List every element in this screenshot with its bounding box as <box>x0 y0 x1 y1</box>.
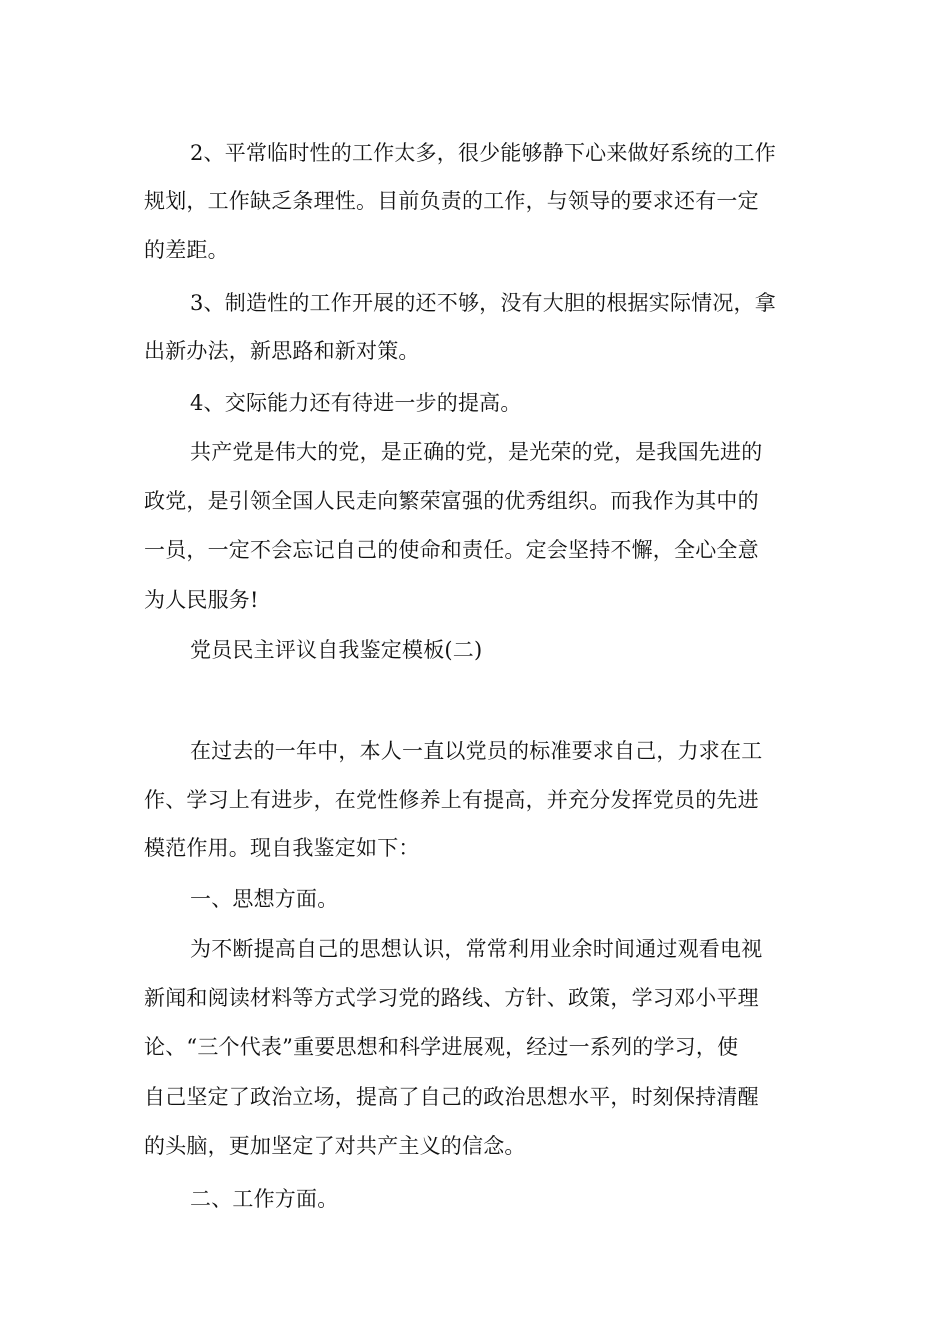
paragraph-line: 在过去的一年中，本人一直以党员的标准要求自己，力求在工 <box>190 739 763 763</box>
paragraph-line: 一员，一定不会忘记自己的使命和责任。定会坚持不懈，全心全意 <box>144 538 759 562</box>
paragraph-line: 模范作用。现自我鉴定如下： <box>144 836 420 860</box>
paragraph-line: 为人民服务! <box>144 588 259 612</box>
paragraph-line: 出新办法，新思路和新对策。 <box>144 339 420 363</box>
paragraph-line: 规划，工作缺乏条理性。目前负责的工作，与领导的要求还有一定 <box>144 189 759 213</box>
paragraph-line: 政党，是引领全国人民走向繁荣富强的优秀组织。而我作为其中的 <box>144 489 759 513</box>
paragraph-line: 4、交际能力还有待进一步的提高。 <box>190 391 522 415</box>
section-title: 党员民主评议自我鉴定模板(二) <box>190 638 483 662</box>
paragraph-line: 2、平常临时性的工作太多，很少能够静下心来做好系统的工作 <box>190 141 776 165</box>
paragraph-line: 新闻和阅读材料等方式学习党的路线、方针、政策，学习邓小平理 <box>144 986 759 1010</box>
paragraph-line: 共产党是伟大的党，是正确的党，是光荣的党，是我国先进的 <box>190 440 763 464</box>
paragraph-line: 为不断提高自己的思想认识，常常利用业余时间通过观看电视 <box>190 937 763 961</box>
section-heading: 二、工作方面。 <box>190 1187 339 1211</box>
paragraph-line: 3、制造性的工作开展的还不够，没有大胆的根据实际情况，拿 <box>190 291 776 315</box>
section-heading: 一、思想方面。 <box>190 887 339 911</box>
paragraph-line: 论、“三个代表”重要思想和科学进展观，经过一系列的学习，使 <box>144 1035 739 1059</box>
paragraph-line: 作、学习上有进步，在党性修养上有提高，并充分发挥党员的先进 <box>144 788 759 812</box>
paragraph-line: 的头脑，更加坚定了对共产主义的信念。 <box>144 1134 526 1158</box>
paragraph-line: 的差距。 <box>144 238 229 262</box>
paragraph-line: 自己坚定了政治立场，提高了自己的政治思想水平，时刻保持清醒 <box>144 1085 759 1109</box>
